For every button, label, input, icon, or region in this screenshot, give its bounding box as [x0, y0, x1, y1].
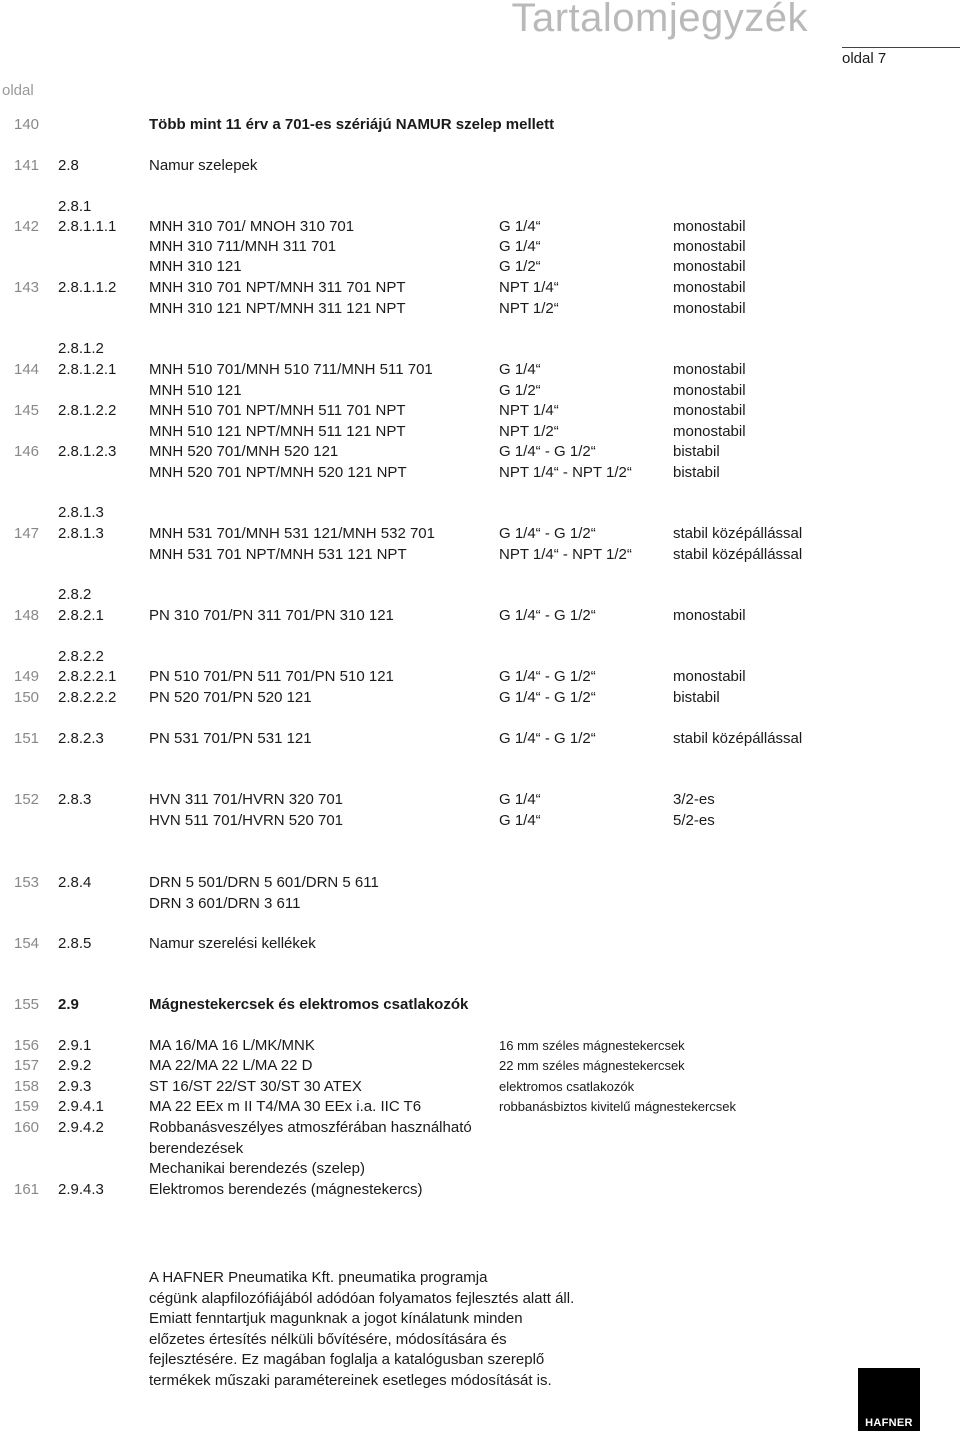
toc-section-code: 2.8.4	[58, 874, 92, 891]
toc-port-size: G 1/4“	[499, 791, 541, 808]
toc-section-code: 2.8.1.2.2	[58, 402, 117, 419]
toc-entry-title: MNH 510 701/MNH 510 711/MNH 511 701	[149, 361, 433, 378]
toc-entry-title: PN 531 701/PN 531 121	[149, 730, 312, 747]
footer-line: előzetes értesítés nélküli bővítésére, módosítására és	[149, 1330, 507, 1348]
toc-entry-title: MA 16/MA 16 L/MK/MNK	[149, 1037, 315, 1054]
toc-page-number: 161	[14, 1181, 40, 1198]
toc-port-size: G 1/4“ - G 1/2“	[499, 525, 596, 542]
toc-valve-type: 5/2-es	[673, 812, 715, 829]
toc-entry-title: HVN 311 701/HVRN 320 701	[149, 791, 344, 808]
toc-section-code: 2.8.2.2	[58, 648, 104, 665]
toc-page-number: 154	[14, 935, 40, 952]
toc-section-code: 2.8.2.3	[58, 730, 104, 747]
toc-page-number: 146	[14, 443, 40, 460]
toc-entry-title: Robbanásveszélyes atmoszférában használható	[149, 1119, 472, 1136]
toc-entry-title: Mágnestekercsek és elektromos csatlakozók	[149, 996, 469, 1013]
toc-page-number: 156	[14, 1037, 40, 1054]
toc-valve-type: bistabil	[673, 689, 720, 706]
toc-entry-title: MNH 531 701 NPT/MNH 531 121 NPT	[149, 546, 407, 563]
toc-port-size: G 1/4“	[499, 812, 541, 829]
toc-port-size: G 1/4“ - G 1/2“	[499, 443, 596, 460]
toc-port-size: NPT 1/2“	[499, 300, 559, 317]
toc-port-size: NPT 1/4“	[499, 279, 559, 296]
footer-line: termékek műszaki paramétereinek esetleges módosítását is.	[149, 1371, 552, 1389]
toc-section-code: 2.9.4.2	[58, 1119, 104, 1136]
toc-entry-title: MA 22/MA 22 L/MA 22 D	[149, 1057, 313, 1074]
toc-port-size: 16 mm széles mágnestekercsek	[499, 1038, 685, 1053]
toc-page-number: 149	[14, 668, 40, 685]
toc-port-size: G 1/4“	[499, 218, 541, 235]
toc-entry-title: MNH 510 121 NPT/MNH 511 121 NPT	[149, 423, 406, 440]
toc-entry-title: Mechanikai berendezés (szelep)	[149, 1160, 365, 1177]
toc-page-number: 148	[14, 607, 40, 624]
toc-page-number: 145	[14, 402, 40, 419]
toc-valve-type: monostabil	[673, 218, 746, 235]
toc-entry-title: ST 16/ST 22/ST 30/ST 30 ATEX	[149, 1078, 362, 1095]
toc-port-size: G 1/4“ - G 1/2“	[499, 607, 596, 624]
toc-page-number: 157	[14, 1057, 40, 1074]
toc-section-code: 2.8.2.2.1	[58, 668, 117, 685]
toc-valve-type: stabil középállással	[673, 730, 803, 747]
toc-section-code: 2.9.2	[58, 1057, 92, 1074]
toc-entry-title: MNH 310 121	[149, 258, 242, 275]
toc-page-number: 144	[14, 361, 40, 378]
toc-entry-title: HVN 511 701/HVRN 520 701	[149, 812, 344, 829]
toc-port-size: NPT 1/2“	[499, 423, 559, 440]
toc-page-number: 141	[14, 157, 40, 174]
toc-section-code: 2.8.5	[58, 935, 92, 952]
toc-page-number: 151	[14, 730, 40, 747]
toc-page-number: 150	[14, 689, 40, 706]
toc-valve-type: monostabil	[673, 300, 746, 317]
logo-text: HAFNER	[865, 1417, 913, 1429]
toc-entry-title: Több mint 11 érv a 701-es szériájú NAMUR szelep mellett	[149, 116, 555, 133]
toc-port-size: G 1/4“ - G 1/2“	[499, 730, 596, 747]
toc-entry-title: PN 510 701/PN 511 701/PN 510 121	[149, 668, 394, 685]
toc-section-code: 2.8.1.1.2	[58, 279, 117, 296]
toc-port-size: G 1/4“ - G 1/2“	[499, 668, 596, 685]
toc-valve-type: monostabil	[673, 258, 746, 275]
toc-entry-title: MNH 310 121 NPT/MNH 311 121 NPT	[149, 300, 406, 317]
toc-valve-type: monostabil	[673, 668, 746, 685]
toc-section-code: 2.8	[58, 157, 79, 174]
toc-valve-type: monostabil	[673, 423, 746, 440]
toc-valve-type: monostabil	[673, 361, 746, 378]
toc-valve-type: stabil középállással	[673, 525, 803, 542]
toc-valve-type: monostabil	[673, 238, 746, 255]
toc-page-number: 152	[14, 791, 40, 808]
footer-notice	[149, 1268, 574, 1391]
toc-valve-type: monostabil	[673, 402, 746, 419]
toc-port-size: 22 mm széles mágnestekercsek	[499, 1058, 685, 1073]
toc-section-code: 2.9.4.3	[58, 1181, 104, 1198]
toc-page-number: 159	[14, 1098, 40, 1115]
toc-page-number: 142	[14, 218, 40, 235]
toc-section-code: 2.8.2.1	[58, 607, 104, 624]
toc-entry-title: MNH 510 121	[149, 382, 242, 399]
toc-page-number: 155	[14, 996, 40, 1013]
toc-entry-title: berendezések	[149, 1140, 244, 1157]
toc-port-size: elektromos csatlakozók	[499, 1079, 635, 1094]
toc-section-code: 2.9	[58, 996, 79, 1013]
toc-section-code: 2.8.3	[58, 791, 92, 808]
toc-entry-title: MNH 510 701 NPT/MNH 511 701 NPT	[149, 402, 406, 419]
toc-section-code: 2.9.3	[58, 1078, 92, 1095]
toc-entry-title: MNH 310 711/MNH 311 701	[149, 238, 337, 255]
toc-entry-title: MNH 531 701/MNH 531 121/MNH 532 701	[149, 525, 435, 542]
toc-entry-title: DRN 3 601/DRN 3 611	[149, 895, 301, 912]
toc-port-size: G 1/4“ - G 1/2“	[499, 689, 596, 706]
toc-page-number: 158	[14, 1078, 40, 1095]
toc-port-size: robbanásbiztos kivitelű mágnestekercsek	[499, 1099, 737, 1114]
footer-line: Emiatt fenntartjuk magunknak a jogot kínálatunk minden	[149, 1310, 523, 1327]
toc-port-size: G 1/4“	[499, 361, 541, 378]
toc-valve-type: monostabil	[673, 607, 746, 624]
toc-section-code: 2.9.1	[58, 1037, 92, 1054]
toc-entry-title: DRN 5 501/DRN 5 601/DRN 5 611	[149, 874, 379, 891]
toc-entry-title: PN 310 701/PN 311 701/PN 310 121	[149, 607, 394, 624]
toc-entry-title: Namur szerelési kellékek	[149, 935, 316, 952]
toc-entry-title: Namur szelepek	[149, 157, 258, 174]
footer-line: cégünk alapfilozófiájából adódóan folyamatos fejlesztés alatt áll.	[149, 1289, 575, 1307]
toc-section-code: 2.9.4.1	[58, 1098, 104, 1115]
toc-port-size: NPT 1/4“ - NPT 1/2“	[499, 464, 632, 481]
page-column-label: oldal	[2, 82, 34, 99]
toc-entry-title: PN 520 701/PN 520 121	[149, 689, 312, 706]
toc-page-number: 147	[14, 525, 40, 542]
hafner-logo	[858, 1368, 920, 1431]
footer-line: fejlesztésére. Ez magában foglalja a katalógusban szereplő	[149, 1351, 545, 1368]
toc-page-number: 140	[14, 116, 40, 133]
toc-section-code: 2.8.1.1.1	[58, 218, 117, 235]
toc-entry-title: MA 22 EEx m II T4/MA 30 EEx i.a. IIC T6	[149, 1098, 422, 1115]
toc-section-code: 2.8.1.2.1	[58, 361, 117, 378]
toc-valve-type: monostabil	[673, 279, 746, 296]
toc-valve-type: bistabil	[673, 464, 720, 481]
toc-section-code: 2.8.1.2	[58, 340, 104, 357]
toc-valve-type: 3/2-es	[673, 791, 715, 808]
page-title: Tartalomjegyzék	[511, 0, 808, 40]
toc-section-code: 2.8.2.2.2	[58, 689, 117, 706]
toc-section-code: 2.8.2	[58, 586, 92, 603]
toc-valve-type: stabil középállással	[673, 546, 803, 563]
toc-page-number: 160	[14, 1119, 40, 1136]
toc-port-size: G 1/4“	[499, 238, 541, 255]
header-rule	[842, 47, 960, 48]
toc-page-number: 153	[14, 874, 40, 891]
toc-port-size: NPT 1/4“	[499, 402, 559, 419]
page-number: oldal 7	[842, 50, 887, 67]
toc-page-number: 143	[14, 279, 40, 296]
toc-section-code: 2.8.1.3	[58, 504, 104, 521]
toc-port-size: G 1/2“	[499, 258, 541, 275]
footer-line: A HAFNER Pneumatika Kft. pneumatika programja	[149, 1269, 488, 1286]
toc-port-size: G 1/2“	[499, 382, 541, 399]
toc-entry-title: MNH 520 701/MNH 520 121	[149, 443, 339, 460]
toc-valve-type: bistabil	[673, 443, 720, 460]
toc-section-code: 2.8.1.2.3	[58, 443, 117, 460]
toc-port-size: NPT 1/4“ - NPT 1/2“	[499, 546, 632, 563]
toc-entry-title: MNH 310 701/ MNOH 310 701	[149, 218, 355, 235]
toc-entry-title: MNH 310 701 NPT/MNH 311 701 NPT	[149, 279, 406, 296]
toc-valve-type: monostabil	[673, 382, 746, 399]
toc-section-code: 2.8.1	[58, 198, 92, 215]
toc-entry-title: MNH 520 701 NPT/MNH 520 121 NPT	[149, 464, 407, 481]
toc-entry-title: Elektromos berendezés (mágnestekercs)	[149, 1181, 423, 1198]
toc-section-code: 2.8.1.3	[58, 525, 104, 542]
